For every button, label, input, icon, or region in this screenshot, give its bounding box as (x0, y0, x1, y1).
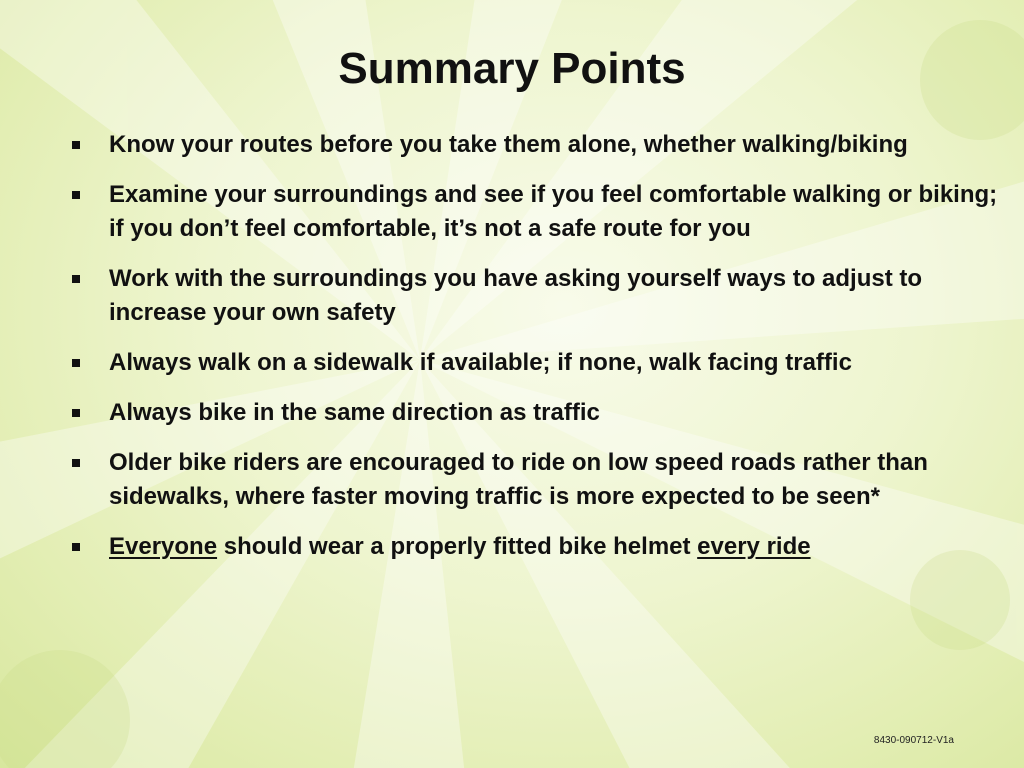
bullet-item (70, 346, 1000, 380)
bullet-item (70, 530, 1000, 564)
square-bullet-icon (72, 543, 80, 551)
bullet-text: should wear a properly fitted bike helmet (217, 533, 698, 560)
square-bullet-icon (72, 459, 80, 467)
square-bullet-icon (72, 409, 80, 417)
bullet-item (70, 396, 1000, 430)
bullet-text: Always bike in the same direction as traffic (109, 399, 600, 426)
emphasis-every-ride: every ride (697, 533, 811, 560)
bullet-text: Know your routes before you take them alone, whether walking/biking (109, 131, 908, 158)
square-bullet-icon (72, 191, 80, 199)
bullet-list (70, 128, 1000, 580)
bullet-item (70, 262, 1000, 330)
square-bullet-icon (72, 275, 80, 283)
slide-title: Summary Points (338, 44, 686, 93)
emphasis-everyone: Everyone (109, 533, 218, 560)
bullet-item (70, 446, 1000, 514)
bullet-item (70, 178, 1000, 246)
bullet-item (70, 128, 1000, 162)
bullet-text: Examine your surroundings and see if you feel comfortable walking or biking; if you don’t feel comfortable, it’s not a safe route for you (109, 181, 998, 242)
bullet-text: Older bike riders are encouraged to ride on low speed roads rather than sidewalks, where faster moving traffic is more expected to be seen* (109, 449, 928, 510)
square-bullet-icon (72, 141, 80, 149)
slide-footer-code: 8430-090712-V1a (873, 735, 954, 746)
bullet-text: Always walk on a sidewalk if available; if none, walk facing traffic (109, 349, 852, 376)
square-bullet-icon (72, 359, 80, 367)
bullet-text: Work with the surroundings you have asking yourself ways to adjust to increase your own safety (109, 265, 923, 326)
